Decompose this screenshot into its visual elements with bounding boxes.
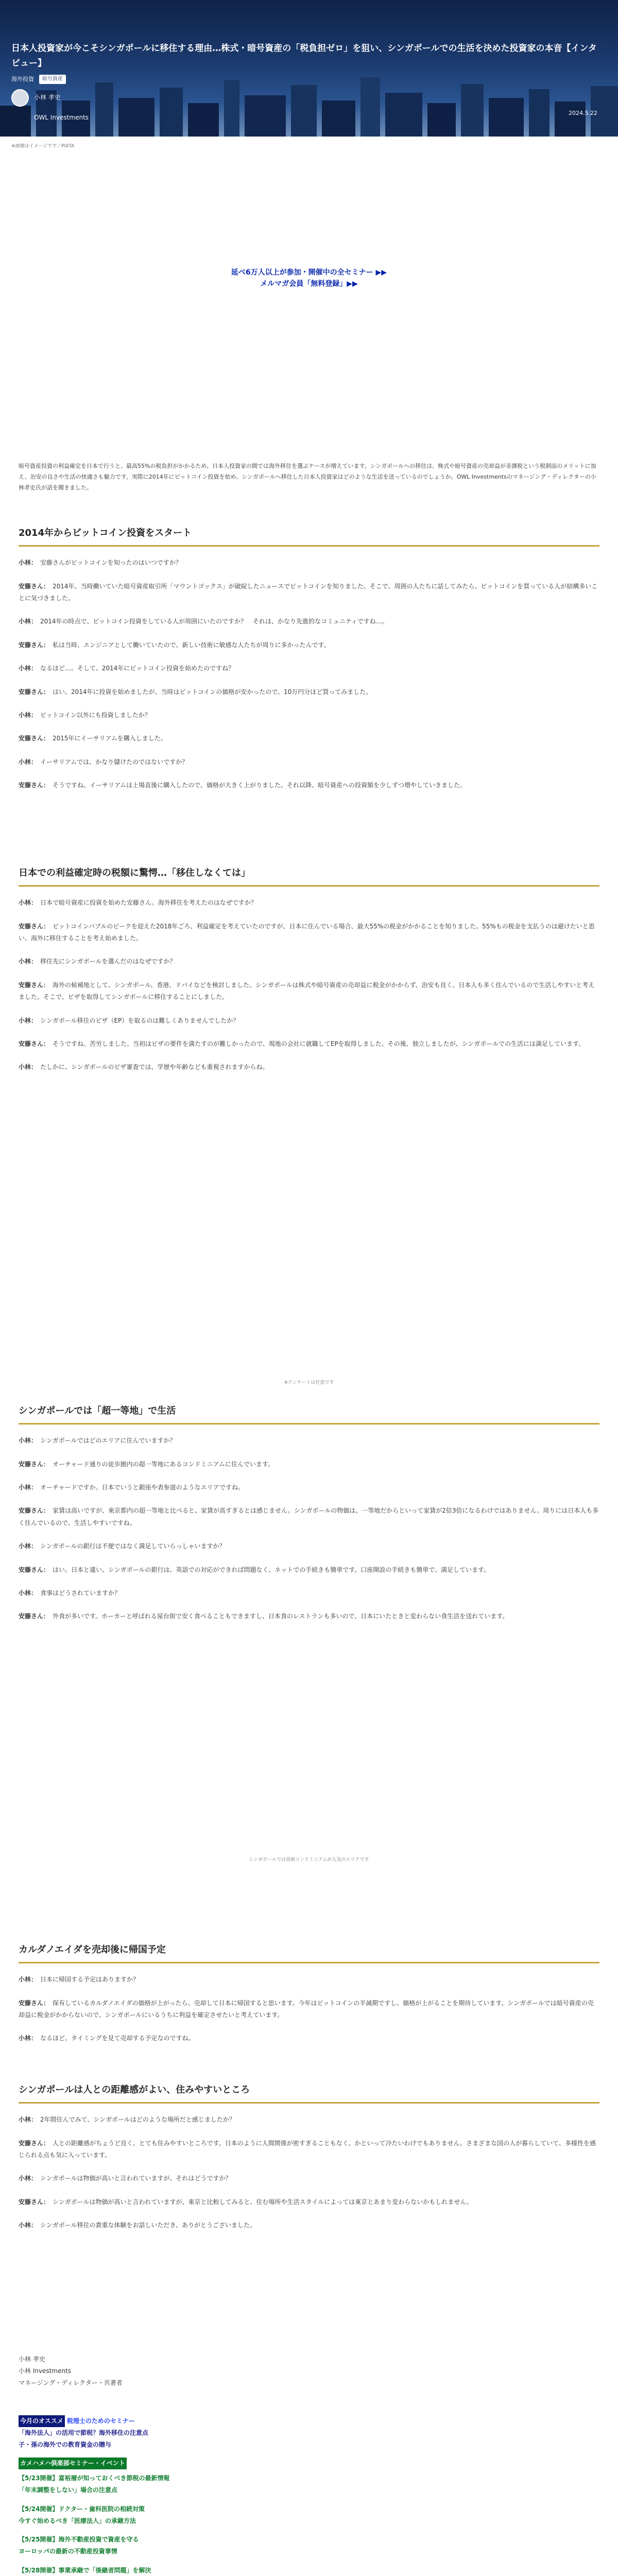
qa-item xyxy=(19,921,599,945)
qa-item xyxy=(19,1459,599,1470)
answer-text: ビットコイン以外にも投資しましたか？ xyxy=(40,711,151,719)
answer-text: そうですね。イーサリアムは上場直後に購入したので、価格が大きく上がりました。それ以降、暗号資産への投資額を少しずつ増やしていきました。 xyxy=(53,782,466,789)
qa-item xyxy=(19,2114,599,2126)
speaker: 小林： xyxy=(19,618,38,625)
ad-caption: シンガポールでは高層コンドミニアムが人気のエリアです xyxy=(249,1857,369,1862)
seminar-link[interactable]: 延べ6万人以上が参加・開催中の全セミナー ▶▶ xyxy=(231,268,387,277)
qa-item xyxy=(19,2196,599,2208)
qa-item xyxy=(19,2032,599,2044)
speaker: 安藤さん： xyxy=(19,688,50,696)
speaker: 小林： xyxy=(19,2035,38,2042)
seminar-date: 【5/28開催】 xyxy=(19,2566,59,2574)
speaker: 安藤さん： xyxy=(19,582,50,590)
answer-text: イーサリアムでは、かなり儲けたのではないですか？ xyxy=(40,758,188,766)
answer-text: 外食が多いです。ホーカーと呼ばれる屋台街で安く食べることもできますし、日本食のレストランも多いので、日本にいたときと変わらない食生活を送れています。 xyxy=(53,1613,509,1620)
qa-item xyxy=(19,557,599,569)
speaker: 小林： xyxy=(19,1437,38,1445)
seminar-title: 海外不動産投資で資産を守る xyxy=(58,2536,139,2544)
answer-text: シンガポールは物価が高いと言われていますが、それはどうですか？ xyxy=(40,2175,232,2182)
seminar-subtitle: 「年末調整をしない」場合の注意点 xyxy=(19,2486,118,2494)
qa-item xyxy=(19,1482,599,1494)
signature-role: マネージング・ディレクター・共著者 xyxy=(19,2379,123,2386)
speaker: 小林： xyxy=(19,1063,38,1071)
answer-text: オーチャード通りの徒歩圏内の超一等地にあるコンドミニアムに住んでいます。 xyxy=(53,1460,274,1468)
answer-text: 2年間住んでみて、シンガポールはどのような場所だと感じましたか？ xyxy=(40,2116,235,2124)
recommend-link[interactable]: 税理士のためのセミナー xyxy=(66,2417,135,2425)
qa-item xyxy=(19,897,599,909)
promo-links xyxy=(0,267,618,290)
speaker: 安藤さん： xyxy=(19,981,50,989)
recommend-tag: 今月のオススメ xyxy=(19,2415,65,2427)
hero-banner xyxy=(0,0,618,137)
speaker: 安藤さん： xyxy=(19,1566,50,1573)
answer-text: 安藤さんがビットコインを知ったのはいつですか？ xyxy=(40,559,182,567)
photo-credit: ※画像はイメージです／PIXTA xyxy=(11,144,75,149)
recommend-sub-link[interactable]: 子・孫の海外での教育資金の贈与 xyxy=(19,2441,112,2448)
qa-item xyxy=(19,1587,599,1599)
answer-text: 海外の候補地として、シンガポール、香港、ドバイなどを検討しました。シンガポールは株式や暗号資産の売却益に税金がかからず、治安も良く、日本人も多く住んでいるので生活しやすいと考えました。そこで、ビザを取得してシンガポールに移住することにしました。 xyxy=(19,981,595,1001)
qa-item xyxy=(19,956,599,968)
speaker: 安藤さん： xyxy=(19,1507,50,1515)
speaker: 小林： xyxy=(19,2175,38,2182)
answer-text: 保有しているカルダノエイダの価格が上がったら、売却して日本に帰国すると思います。今年はビットコインの半減期ですし、価格が上がることを期待しています。シンガポールでは暗号資産の売却益に税金がかからないので、シンガポールにいるうちに利益を確定させたいと考えています。 xyxy=(19,1999,594,2019)
section-heading: シンガポールは人との距離感がよい、住みやすいところ xyxy=(19,2081,599,2104)
speaker: 小林： xyxy=(19,958,38,965)
author-company: OWL Investments xyxy=(34,113,89,121)
recommend-sub-link[interactable]: 「海外法人」の活用で節税？海外移住の注意点 xyxy=(19,2429,149,2436)
author-avatar[interactable] xyxy=(11,89,29,107)
signature-company: 小林 Investments xyxy=(19,2367,72,2375)
seminar-item[interactable] xyxy=(19,2503,599,2527)
answer-text: ビットコインバブルのピークを迎えた2018年ごろ、利益確定を考えていたのですが、日本に住んでいる場合、最大55%の税金がかかることを知りました。55%もの税金を支払うのは避けたいと思い、海外に移住することを考え始めました。 xyxy=(19,922,595,942)
answer-text: たしかに、シンガポールのビザ審査では、学歴や年齢なども重視されますからね。 xyxy=(40,1063,269,1071)
qa-item xyxy=(19,756,599,768)
answer-text: シンガポールは物価が高いと言われていますが、東京と比較してみると、住む場所や生活スタイルによっては東京とあまり変わらないかもしれません。 xyxy=(53,2198,473,2206)
speaker: 安藤さん： xyxy=(19,782,50,789)
section-heading: 2014年からビットコイン投資をスタート xyxy=(19,524,599,547)
speaker: 安藤さん： xyxy=(19,1613,50,1620)
section-4 xyxy=(19,1941,599,2056)
author-signature xyxy=(19,2353,599,2388)
author-name[interactable]: 小林 孝史 xyxy=(34,94,61,101)
seminar-title: 事業承継で「後継者問題」を解決 xyxy=(58,2566,151,2574)
qa-item xyxy=(19,616,599,628)
qa-item xyxy=(19,733,599,744)
speaker: 安藤さん： xyxy=(19,1999,50,2007)
qa-item xyxy=(19,979,599,1004)
answer-text: 家賃は高いですが、東京都内の超一等地と比べると、家賃が高すぎるとは感じません。シンガポールの物価は、一等地だからといって家賃が2倍3倍になるわけではありません。周りには日本人も多く住んでいるので、生活しやすいですね。 xyxy=(19,1507,599,1527)
answer-text: 日本で暗号資産に投資を始めた安藤さん。海外移住を考えたのはなぜですか？ xyxy=(40,899,257,907)
signature-name: 小林 孝史 xyxy=(19,2355,45,2363)
answer-text: はい。2014年に投資を始めましたが、当時はビットコインの価格が安かったので、10万円分ほど買ってみました。 xyxy=(53,688,372,696)
speaker: 小林： xyxy=(19,1976,38,1984)
related-links xyxy=(19,2415,599,2576)
qa-item xyxy=(19,1564,599,1576)
qa-item xyxy=(19,581,599,605)
answer-text: 日本に帰国する予定はありますか？ xyxy=(40,1976,140,1984)
qa-item xyxy=(19,1015,599,1027)
seminar-title: ドクター・歯科医院の相続対策 xyxy=(58,2505,145,2513)
answer-text: 2014年、当時働いていた暗号資産取引所「マウントゴックス」が破綻したニュースでビットコインを知りました。そこで、周囲の人たちに話してみたら、ビットコインを買っている人が結構多いことに気づきました。 xyxy=(19,582,598,602)
seminar-item[interactable] xyxy=(19,2565,599,2576)
speaker: 安藤さん： xyxy=(19,1460,50,1468)
answer-text: 2015年にイーサリアムを購入しました。 xyxy=(53,735,167,742)
qa-item xyxy=(19,1540,599,1552)
seminar-date: 【5/23開催】 xyxy=(19,2475,59,2482)
qa-item xyxy=(19,1974,599,1986)
answer-text: 移住先にシンガポールを選んだのはなぜですか？ xyxy=(40,958,176,965)
section-5 xyxy=(19,2081,599,2243)
qa-item xyxy=(19,709,599,721)
speaker: 小林： xyxy=(19,559,38,567)
seminar-item[interactable] xyxy=(19,2472,599,2496)
category-label[interactable]: 海外投資 xyxy=(11,75,34,82)
section-2 xyxy=(19,865,599,1085)
answer-text: なるほど…。そして、2014年にビットコイン投資を始めたのですね？ xyxy=(40,665,234,672)
category-badge[interactable]: 暗号資産 xyxy=(39,75,66,84)
section-3 xyxy=(19,1402,599,1634)
answer-text: 2014年の時点で、ビットコイン投資をしている人が周囲にいたのですか？ それは、かなり先進的なコミュニティですね…。 xyxy=(40,618,388,625)
speaker: 安藤さん： xyxy=(19,1040,50,1047)
answer-text: シンガポールではどのエリアに住んでいますか？ xyxy=(40,1437,176,1445)
seminar-date: 【5/24開催】 xyxy=(19,2505,59,2513)
seminar-date: 【5/25開催】 xyxy=(19,2536,59,2544)
speaker: 安藤さん： xyxy=(19,735,50,742)
answer-text: 私は当時、エンジニアとして働いていたので、新しい技術に敏感な人たちが周りに多かったんです。 xyxy=(53,641,330,649)
speaker: 安藤さん： xyxy=(19,2139,50,2147)
qa-item xyxy=(19,1038,599,1050)
publish-date: 2024.5.22 xyxy=(569,110,597,116)
answer-text: はい。日本と違い、シンガポールの銀行は、英語での対応ができれば問題なく、ネットでの手続きも簡単です。口座開設の手続きも簡単で、満足しています。 xyxy=(53,1566,490,1573)
speaker: 小林： xyxy=(19,758,38,766)
speaker: 小林： xyxy=(19,1543,38,1550)
speaker: 小林： xyxy=(19,665,38,672)
answer-text: シンガポール移住のビザ（EP）を取るのは難しくありませんでしたか？ xyxy=(40,1016,239,1024)
qa-item xyxy=(19,639,599,651)
qa-item xyxy=(19,1611,599,1622)
section-heading: カルダノエイダを売却後に帰国予定 xyxy=(19,1941,599,1963)
speaker: 小林： xyxy=(19,1483,38,1491)
seminar-item[interactable] xyxy=(19,2534,599,2557)
section-heading: シンガポールでは「超一等地」で生活 xyxy=(19,1402,599,1425)
answer-text: シンガポールの銀行は不便ではなく満足していらっしゃいますか？ xyxy=(40,1543,226,1550)
article-title: 日本人投資家が今こそシンガポールに移住する理由…株式・暗号資産の「税負担ゼロ」を狙い、シンガポールでの生活を決めた投資家の本音【インタビュー】 xyxy=(11,43,597,69)
speaker: 小林： xyxy=(19,2116,38,2124)
qa-item xyxy=(19,2173,599,2184)
qa-item xyxy=(19,686,599,698)
seminar-subtitle: 今すぐ始めるべき「医療法人」の承継方法 xyxy=(19,2517,136,2524)
answer-text: そうですね。苦労しました。当初はビザの要件を満たすのが難しかったので、現地の会社に就職してEPを取得しました。その後、独立しましたが、シンガポールでの生活には満足しています。 xyxy=(53,1040,585,1047)
answer-text: シンガポール移住の貴重な体験をお話しいただき、ありがとうございました。 xyxy=(40,2222,256,2229)
qa-item xyxy=(19,2219,599,2231)
speaker: 小林： xyxy=(19,1016,38,1024)
section-heading: 日本での利益確定時の税額に驚愕…「移住しなくては」 xyxy=(19,865,599,887)
speaker: 小林： xyxy=(19,1589,38,1597)
qa-item xyxy=(19,2138,599,2162)
seminar-tag: カメハメハ倶楽部セミナー・イベント xyxy=(19,2458,127,2469)
speaker: 安藤さん： xyxy=(19,2198,50,2206)
speaker: 安藤さん： xyxy=(19,641,50,649)
qa-item xyxy=(19,1505,599,1529)
newsletter-link[interactable]: メルマガ会員「無料登録」▶▶ xyxy=(260,280,358,289)
seminar-title: 富裕層が知っておくべき節税の最新情報 xyxy=(58,2475,170,2482)
seminar-subtitle: ヨーロッパの最新の不動産投資事情 xyxy=(19,2548,117,2555)
answer-text: 食事はどうされていますか？ xyxy=(40,1589,121,1597)
speaker: 安藤さん： xyxy=(19,922,50,930)
answer-text: オーチャードですか。日本でいうと銀座や表参道のようなエリアですね。 xyxy=(40,1483,245,1491)
qa-item xyxy=(19,779,599,791)
qa-item xyxy=(19,1061,599,1073)
section-1 xyxy=(19,524,599,803)
speaker: 小林： xyxy=(19,2222,38,2229)
qa-item xyxy=(19,1997,599,2022)
qa-item xyxy=(19,663,599,674)
answer-text: 人との距離感がちょうど良く、とても住みやすいところです。日本のように人間関係が密すぎることもなく、かといって冷たいわけでもありません。さまざまな国の人が暮らしていて、多様性を感じられる点も気に入っています。 xyxy=(19,2139,596,2159)
speaker: 小林： xyxy=(19,711,38,719)
lead-paragraph: 暗号資産投資の利益確定を日本で行うと、最高55%の税負担がかかるため、日本人投資家の間では海外移住を選ぶケースが増えています。シンガポールへの移住は、株式や暗号資産の売却益が非課税という税制面のメリットに加え、治安の良さや生活の快適さも魅力です。実際に2014年にビットコイン投資を始め、シンガポールへ移住した日本人投資家はどのような生活を送っているのでしょうか。OWL Investmentsのマネージング・ディレクターの小林孝史氏が話を聞きました。 xyxy=(19,463,596,491)
answer-text: なるほど。タイミングを見て売却する予定なのですね。 xyxy=(40,2035,195,2042)
ad-caption: ※アンケートは任意です xyxy=(284,1380,334,1385)
speaker: 小林： xyxy=(19,899,38,907)
qa-item xyxy=(19,1435,599,1447)
